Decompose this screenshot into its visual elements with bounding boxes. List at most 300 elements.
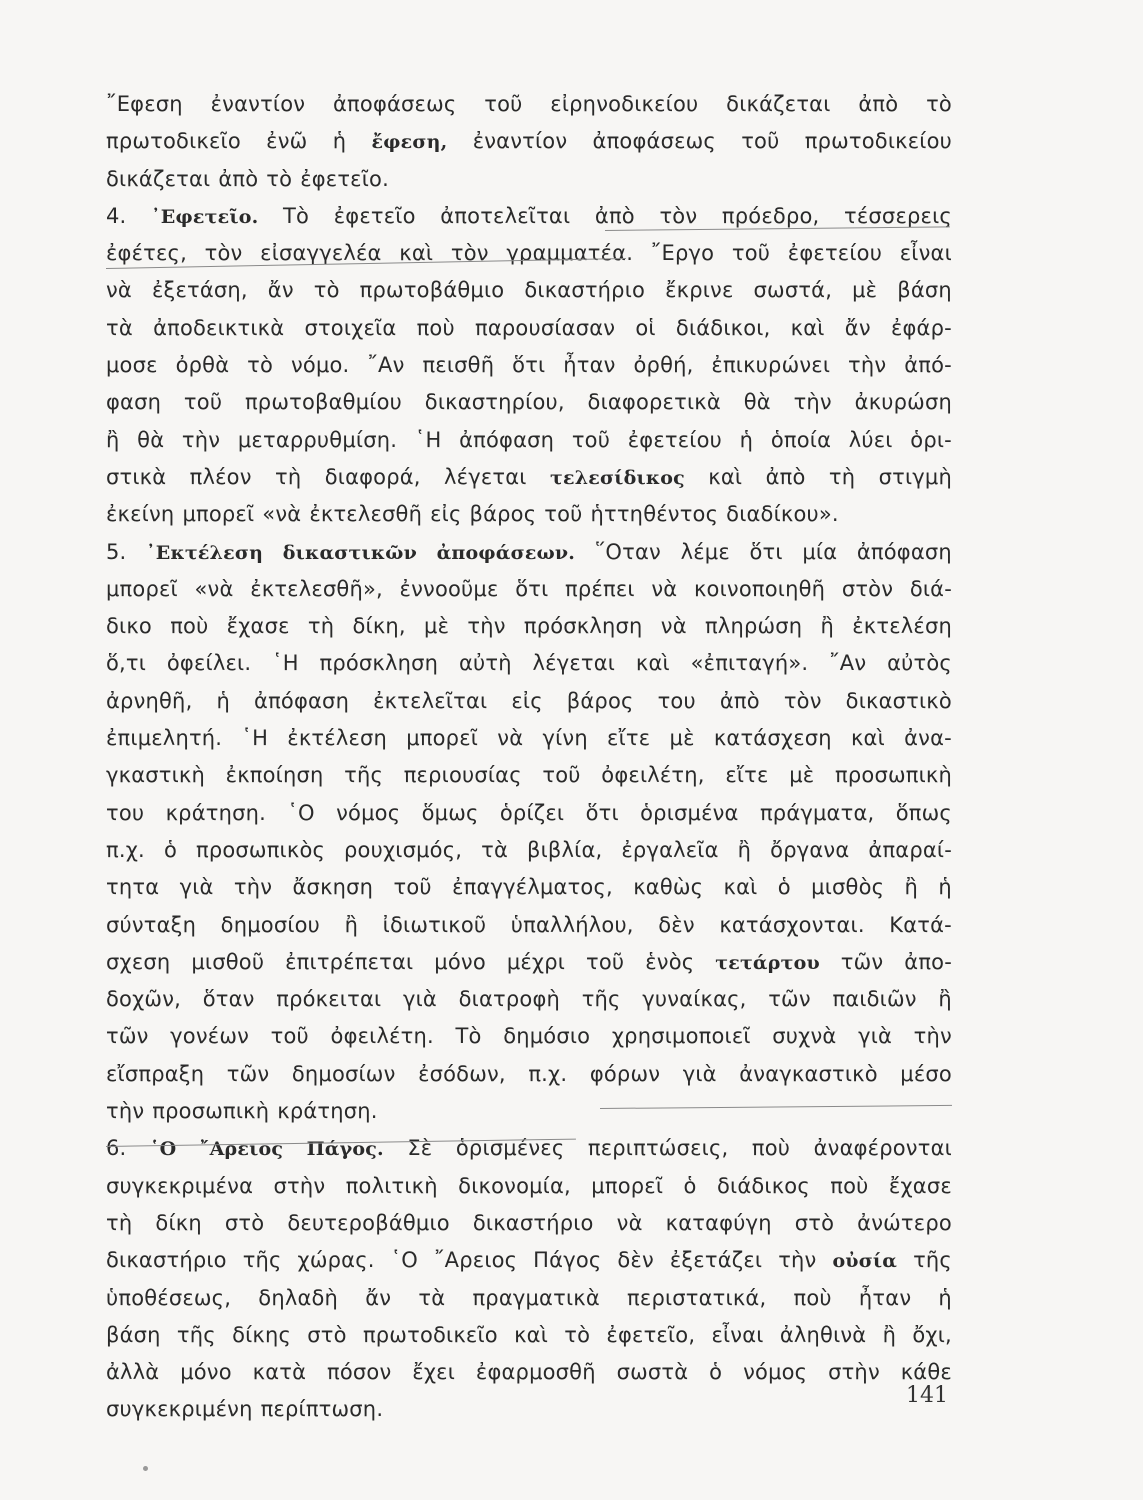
word: π.χ.	[106, 837, 145, 862]
word: μὲ	[669, 726, 695, 751]
word: ἐπιμελητή.	[106, 726, 223, 751]
word: νὰ	[660, 614, 687, 639]
word: τὴ	[828, 464, 856, 489]
word: ἀποτελεῖται	[440, 203, 571, 228]
word: διατροφὴ	[458, 987, 561, 1012]
word: εἰς	[430, 502, 462, 527]
word: ἐκτελεσθῆ	[309, 502, 423, 527]
word: ὄχι,	[912, 1322, 952, 1347]
word: μέσο	[900, 1061, 952, 1086]
text-line	[106, 235, 952, 272]
word: «ἐπιταγή».	[690, 651, 809, 676]
word: πρόσκληση	[523, 614, 643, 639]
word: κοινοποιηθῆ	[693, 576, 826, 601]
word: μόνο	[434, 949, 486, 974]
word: τοῦ	[484, 92, 523, 116]
word: τὴ	[106, 1210, 133, 1235]
word: καὶ	[850, 726, 885, 751]
bold-word: Πάγος.	[306, 1138, 384, 1161]
text-line	[106, 496, 952, 533]
word: ῎Εργο	[650, 241, 715, 266]
word: ὅ,τι	[106, 651, 147, 676]
word: ἑνὸς	[645, 949, 695, 974]
word: πρωτοδικεῖο	[362, 1322, 498, 1347]
text-line	[106, 1205, 952, 1242]
text-line	[106, 459, 952, 496]
word: νὰ	[616, 1210, 643, 1235]
text-line	[106, 198, 952, 235]
bold-word: ᾽Εφετεῖο.	[151, 205, 259, 228]
word: τητα	[106, 875, 160, 900]
word: αὐτὴ	[458, 651, 512, 676]
word: δημοσίου	[220, 912, 321, 937]
word: π.χ.	[528, 1061, 568, 1086]
word: νόμο.	[290, 353, 350, 378]
word: ἢ	[820, 614, 835, 639]
word: πρόκειται	[276, 987, 382, 1012]
word: τὴν	[778, 1248, 817, 1273]
word: δικαστηρίου,	[424, 390, 565, 415]
word: δικαστήριο	[524, 278, 646, 303]
word: ὁ	[683, 1173, 697, 1198]
word: ποὺ	[170, 614, 209, 639]
word: τὸν	[783, 688, 822, 713]
word: φόρων	[589, 1061, 661, 1086]
word: τοῦ	[270, 1024, 309, 1049]
word: σωστὰ	[616, 1360, 689, 1385]
word: ἀληθινὰ	[779, 1322, 867, 1347]
word: συγκεκριμένη	[106, 1397, 253, 1422]
word: διάδικοι,	[675, 315, 771, 340]
word: ἀπο-	[904, 949, 952, 974]
word: φαση	[106, 390, 162, 415]
text-line	[106, 944, 952, 981]
word: ῾Η	[241, 726, 269, 751]
word: ἀρνηθῆ,	[106, 688, 193, 713]
text-line	[106, 86, 952, 123]
text-line	[106, 161, 952, 198]
word: ἀποφάσεως	[333, 92, 457, 116]
word: τὴν	[106, 1099, 145, 1124]
text-line	[106, 1242, 952, 1279]
text-line	[106, 422, 952, 459]
word: τὸ	[266, 166, 293, 191]
word: δοχῶν,	[106, 987, 182, 1012]
text-line	[106, 832, 952, 869]
text-line	[106, 571, 952, 608]
word: ἦταν	[858, 1285, 912, 1310]
word: συχνὰ	[772, 1024, 837, 1049]
word: ἐργαλεῖα	[621, 837, 719, 862]
word: πρόεδρο,	[721, 203, 820, 228]
text-line	[106, 720, 952, 757]
word: λέγεται	[532, 651, 616, 676]
word: ἢ	[344, 912, 359, 937]
word: στιγμὴ	[878, 464, 952, 489]
word: τῶν	[768, 987, 811, 1012]
word: μπορεῖ	[406, 726, 479, 751]
word: ἢ	[938, 987, 952, 1012]
word: καὶ	[708, 464, 743, 489]
word: περιστατικά,	[627, 1285, 767, 1310]
text-line	[106, 384, 952, 421]
word: τὸ	[564, 1322, 591, 1347]
word: νὰ	[651, 576, 678, 601]
text-line	[106, 534, 952, 571]
word: ἄσκηση	[292, 875, 374, 900]
word: ῾Ο	[287, 800, 315, 825]
word: τὴν	[233, 875, 273, 900]
word: ὅπως	[895, 800, 952, 825]
word: ἐκείνη	[106, 502, 175, 527]
word: στὸ	[307, 1322, 347, 1347]
word: πρωτοδικείου	[804, 129, 952, 154]
word: ὁρισμένα	[640, 800, 739, 825]
word: πρέπει	[565, 576, 635, 601]
word: κατάσχονται.	[719, 912, 865, 937]
word: σύνταξη	[106, 912, 197, 937]
word: μία	[802, 539, 838, 564]
bold-word: δικαστικῶν	[282, 541, 417, 564]
bold-word: ᾽Εκτέλεση	[146, 541, 264, 564]
word: περιουσίας	[403, 763, 522, 788]
word: Κατά-	[889, 912, 952, 937]
word: πρωτοδικεῖο	[106, 129, 241, 154]
body-text	[106, 86, 952, 1429]
word: νόμος	[336, 800, 401, 825]
word: μὲ	[424, 614, 450, 639]
paper-speck	[143, 1466, 148, 1471]
word: ἐκτέλεση	[287, 726, 388, 751]
word: λύει	[848, 427, 893, 452]
word: Πάγος	[533, 1248, 602, 1273]
word: πόσον	[327, 1360, 392, 1385]
word: βάρος	[566, 688, 634, 713]
word: κατάσχεση	[713, 726, 832, 751]
word: μπορεῖ	[106, 576, 178, 601]
word: καταφύγη	[665, 1210, 772, 1235]
word: οἱ	[635, 315, 656, 340]
word: ῎Αρειος	[433, 1248, 518, 1273]
text-line	[106, 757, 952, 794]
word: ἀποφάσεως	[592, 129, 716, 154]
word: τοῦ	[544, 502, 583, 527]
text-line	[106, 1391, 952, 1428]
word: ὅταν	[202, 987, 255, 1012]
word: διαδίκου».	[726, 502, 839, 527]
word: ὁποία	[770, 427, 832, 452]
word: ἄν	[267, 278, 294, 303]
word: ἔχασε	[888, 1173, 952, 1198]
word: λέγεται	[444, 464, 527, 489]
word: ἐξετάση,	[151, 278, 248, 303]
word: ἡττηθέντος	[590, 502, 719, 527]
word: ὀφειλέτη,	[601, 763, 705, 788]
word: ὁ	[709, 1360, 723, 1385]
word: ἄν	[365, 1285, 392, 1310]
word: διαφορετικὰ	[587, 390, 721, 415]
word: τῆς	[242, 1248, 282, 1273]
word: ἐκτελεσθῆ»,	[250, 576, 383, 601]
word: τὴν	[913, 1024, 952, 1049]
bold-word: ἀποφάσεων.	[436, 541, 576, 564]
word: γραμματέα.	[506, 241, 634, 266]
word: ὀρθή,	[633, 353, 694, 378]
word: τὸν	[659, 203, 698, 228]
text-line	[106, 123, 952, 160]
word: του	[106, 800, 145, 825]
word: ὁρι-	[910, 427, 952, 452]
text-line	[106, 869, 952, 906]
word: μόνο	[180, 1360, 232, 1385]
word: ἐννοοῦμε	[399, 576, 499, 601]
word: πρωτοβάθμιο	[359, 278, 505, 303]
word: προσωπικὴ	[835, 763, 952, 788]
word: ἐπαγγέλματος,	[452, 875, 613, 900]
word: ὅτι	[749, 539, 783, 564]
word: νὰ	[497, 726, 524, 751]
word: νὰ	[106, 278, 132, 303]
word: στικὰ	[106, 464, 167, 489]
word: μέχρι	[506, 949, 566, 974]
word: ἐπικυρώνει	[711, 353, 831, 378]
word: ἦταν	[563, 353, 616, 378]
word: τὸν	[450, 241, 489, 266]
word: του	[657, 688, 696, 713]
word: γιὰ	[402, 987, 437, 1012]
word: ὅτι	[512, 353, 546, 378]
word: ἐκτελέση	[852, 614, 952, 639]
word: στοιχεῖα	[304, 315, 397, 340]
word: ἀναφέρονται	[813, 1136, 952, 1161]
word: παρουσίασαν	[475, 315, 616, 340]
word: ἐφετεῖο.	[300, 166, 389, 191]
bold-word: ἔφεση,	[371, 131, 448, 154]
word: ἐναντίον	[210, 92, 306, 116]
word: τὴν	[181, 427, 221, 452]
text-line	[106, 1280, 952, 1317]
word: ἐπιτρέπεται	[285, 949, 414, 974]
word: τῆς	[344, 763, 384, 788]
word: ὀρθὰ	[175, 353, 230, 378]
word: τὰ	[418, 1285, 446, 1310]
word: ἀπὸ	[719, 688, 760, 713]
word: τὴ	[275, 464, 302, 489]
word: ποὺ	[830, 1173, 869, 1198]
word: γιὰ	[179, 875, 214, 900]
word: ῎Αν	[829, 651, 867, 676]
word: ἀνώτερο	[857, 1210, 952, 1235]
word: στὸ	[224, 1210, 265, 1235]
word: ἀποδεικτικὰ	[153, 315, 285, 340]
word: στὸν	[841, 576, 894, 601]
word: ἐκτελεῖται	[373, 688, 488, 713]
bold-word: ῾Ο	[149, 1138, 177, 1161]
word: στὴν	[828, 1360, 880, 1385]
word: διά-	[909, 576, 952, 601]
word: ἀκυρώση	[854, 390, 952, 415]
word: μεταρρυθμίση.	[237, 427, 398, 452]
word: ὁ	[777, 875, 791, 900]
word: ἢ	[882, 1322, 897, 1347]
word: ἐσόδων,	[418, 1061, 506, 1086]
word: ῾Η	[272, 651, 299, 676]
word: ὑποθέσεως,	[106, 1285, 232, 1310]
text-line	[106, 1018, 952, 1055]
word: πραγματικὰ	[472, 1285, 600, 1310]
word: ἀπόφαση	[254, 688, 350, 713]
word: γονέων	[170, 1024, 250, 1049]
word: τοῦ	[586, 949, 625, 974]
text-line	[106, 1168, 952, 1205]
word: τῶν	[106, 1024, 149, 1049]
word: τὰ	[481, 837, 508, 862]
word: κάθε	[900, 1360, 952, 1385]
word: τοῦ	[571, 427, 611, 452]
word: ἐφαρμοσθῆ	[475, 1360, 596, 1385]
word: δικο	[106, 614, 152, 639]
word: μοσε	[106, 353, 158, 378]
word: Τὸ	[455, 1024, 482, 1049]
word: δίκης	[232, 1322, 292, 1347]
word: παιδιῶν	[832, 987, 917, 1012]
word: πράγματα,	[759, 800, 875, 825]
word: περίπτωση.	[260, 1397, 384, 1422]
word: στὴν	[273, 1173, 326, 1198]
word: ὅτι	[515, 576, 549, 601]
word: τὸ	[313, 278, 340, 303]
word: κατὰ	[252, 1360, 307, 1385]
word: τὴ	[307, 614, 335, 639]
text-line	[106, 272, 952, 309]
word: γίνη	[542, 726, 588, 751]
word: μπορεῖ	[182, 502, 255, 527]
word: ἡ	[938, 875, 952, 900]
word: καὶ	[399, 241, 434, 266]
word: βιβλία,	[527, 837, 603, 862]
word: δικαστήριο	[106, 1248, 227, 1273]
word: σχεση	[106, 949, 171, 974]
word: διαφορά,	[324, 464, 421, 489]
text-line	[106, 1354, 952, 1391]
word: ἡ	[938, 1285, 952, 1310]
word: ὅμως	[421, 800, 479, 825]
word: ῾Ο	[390, 1248, 419, 1273]
word: ποὺ	[793, 1285, 832, 1310]
word: τοῦ	[731, 241, 771, 266]
word: τὸ	[247, 353, 274, 378]
word: «νὰ	[194, 576, 234, 601]
word: μισθὸς	[811, 875, 885, 900]
text-line	[106, 1093, 952, 1130]
word: ἀλλὰ	[106, 1360, 160, 1385]
word: «νὰ	[262, 502, 302, 527]
word: δημόσιο	[503, 1024, 591, 1049]
word: πρόσκληση	[319, 651, 439, 676]
word: ὀφείλει.	[166, 651, 252, 676]
word: συγκεκριμένα	[106, 1173, 254, 1198]
word: νόμος	[743, 1360, 808, 1385]
word: τοῦ	[183, 390, 223, 415]
word: καὶ	[514, 1322, 549, 1347]
word: ἐνῶ	[266, 129, 308, 154]
word: ἐφετεῖο,	[606, 1322, 696, 1347]
page-number: 141	[906, 1383, 948, 1408]
word: εἴτε	[607, 726, 651, 751]
word: ὅτι	[585, 800, 619, 825]
bold-word: τελεσίδικος	[549, 466, 685, 489]
word: γιὰ	[682, 1061, 717, 1086]
word: εἴτε	[725, 763, 769, 788]
word: ἐφετείου	[787, 241, 883, 266]
word: δικάζεται	[106, 166, 211, 191]
word: βάρος	[469, 502, 537, 527]
word: Τὸ	[283, 203, 310, 228]
word: εἰρηνοδικείου	[550, 92, 699, 116]
text-line	[106, 1317, 952, 1354]
word: ἔχασε	[226, 614, 290, 639]
word: τὴν	[793, 390, 832, 415]
word: ἀνα-	[904, 726, 952, 751]
word: τῶν	[226, 1061, 270, 1086]
word: καὶ	[723, 875, 758, 900]
word: ἀπὸ	[218, 166, 259, 191]
word: ἰδιωτικοῦ	[382, 912, 487, 937]
word: μπορεῖ	[591, 1173, 664, 1198]
word: ἐφάρ-	[890, 315, 952, 340]
word: λέμε	[680, 539, 730, 564]
word: δικαστήριο	[472, 1210, 594, 1235]
word: ἀπαραί-	[868, 837, 952, 862]
word: χώρας.	[297, 1248, 375, 1273]
word: δημοσίων	[291, 1061, 396, 1086]
word: καὶ	[635, 651, 670, 676]
word: ἢ	[106, 427, 120, 452]
word: διάδικος	[716, 1173, 810, 1198]
word: γιὰ	[858, 1024, 893, 1049]
word: ἀπόφαση	[459, 427, 555, 452]
word: δευτεροβάθμιο	[287, 1210, 450, 1235]
word: κράτηση.	[277, 1099, 378, 1124]
word: ἡ	[332, 129, 347, 154]
word: ῎Αν	[367, 353, 405, 378]
word: ὁρίζει	[499, 800, 565, 825]
word: εἰσαγγελέα	[260, 241, 382, 266]
word: δηλαδὴ	[258, 1285, 339, 1310]
word: τῆς	[176, 1322, 216, 1347]
text-line	[106, 645, 952, 682]
word: ὑπαλλήλου,	[510, 912, 634, 937]
bold-word: οὐσία	[832, 1250, 898, 1273]
word: ἐφετεῖο	[333, 203, 416, 228]
word: δίκη,	[352, 614, 406, 639]
word: Σὲ	[407, 1136, 433, 1161]
word: καὶ	[790, 315, 825, 340]
word: δικονομία,	[458, 1173, 571, 1198]
word: ὁ	[163, 837, 177, 862]
word: πολιτικὴ	[345, 1173, 438, 1198]
bold-word: ῎Αρειος	[199, 1138, 284, 1161]
word: βάση	[106, 1322, 161, 1347]
word: ἢ	[737, 837, 752, 862]
text-line	[106, 907, 952, 944]
word: αὐτὸς	[887, 651, 952, 676]
word: εἶναι	[899, 241, 952, 266]
word: δὲν	[617, 1248, 654, 1273]
word: ἀπὸ	[594, 203, 635, 228]
word: ἡ	[739, 427, 754, 452]
word: τὴν	[467, 614, 506, 639]
